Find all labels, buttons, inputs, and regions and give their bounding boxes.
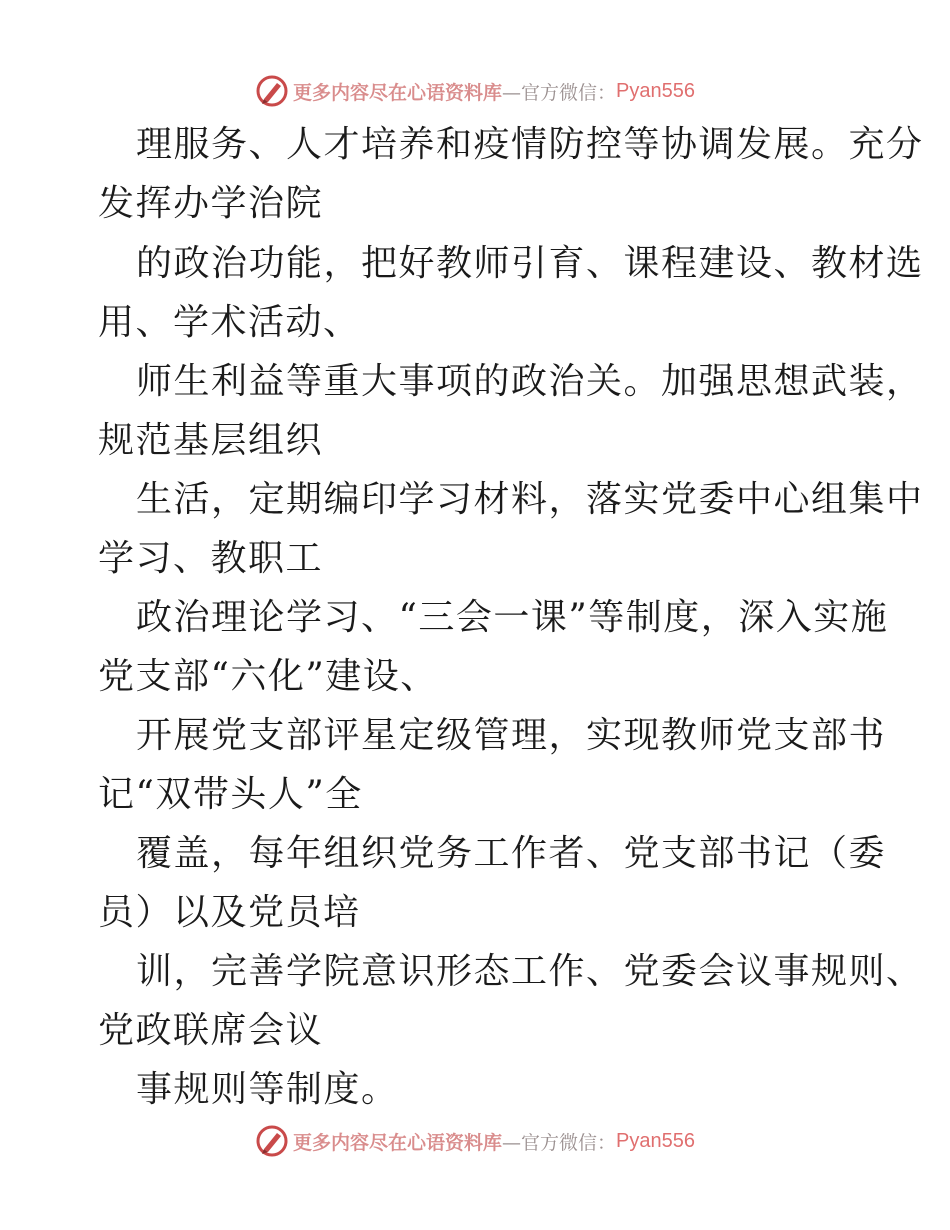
body-line: 师生利益等重大事项的政治关。加强思想武装， (136, 361, 924, 402)
body-line: 学习、教职工 (98, 538, 324, 579)
body-line: 事规则等制度。 (136, 1069, 399, 1110)
body-line: 的政治功能，把好教师引育、课程建设、教材选 (136, 243, 924, 284)
body-line: 发挥办学治院 (98, 183, 324, 224)
body-line: 员）以及党员培 (98, 892, 361, 933)
body-line: 规范基层组织 (98, 420, 324, 461)
body-line: 记“双带头人”全 (98, 774, 363, 815)
body-line: 开展党支部评星定级管理，实现教师党支部书 (136, 715, 887, 756)
body-line: 覆盖，每年组织党务工作者、党支部书记（委 (136, 833, 887, 874)
watermark-separator: —官方微信： (502, 81, 617, 104)
body-line: 生活，定期编印学习材料，落实党委中心组集中 (136, 479, 924, 520)
watermark-wechat-id: Pyan556 (616, 79, 695, 102)
watermark-title: 更多内容尽在心语资料库 (293, 81, 503, 104)
watermark-title: 更多内容尽在心语资料库 (293, 1131, 503, 1154)
body-line: 政治理论学习、“三会一课”等制度，深入实施 (136, 597, 889, 638)
body-line: 党支部“六化”建设、 (98, 656, 438, 697)
watermark-wechat-id: Pyan556 (616, 1129, 695, 1152)
header-watermark (0, 71, 950, 111)
body-line: 党政联席会议 (98, 1010, 324, 1051)
body-line: 理服务、人才培养和疫情防控等协调发展。充分 (136, 124, 924, 165)
pen-logo-icon (255, 1124, 289, 1158)
footer-watermark (0, 1121, 950, 1161)
body-line: 训，完善学院意识形态工作、党委会议事规则、 (136, 951, 924, 992)
body-line: 用、学术活动、 (98, 302, 361, 343)
watermark-separator: —官方微信： (502, 1131, 617, 1154)
pen-logo-icon (255, 74, 289, 108)
